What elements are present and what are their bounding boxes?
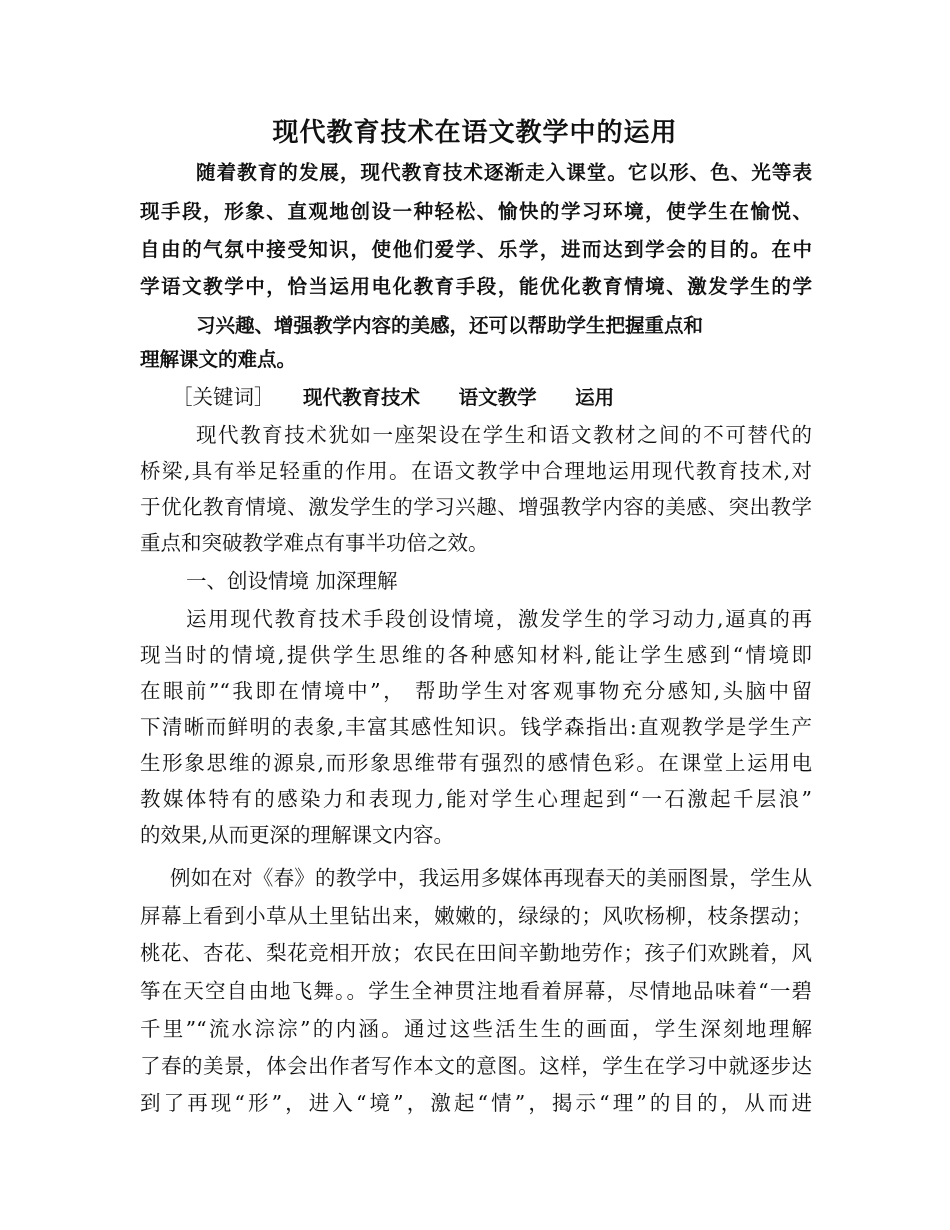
abstract-line: 现手段，形象、直观地创设一种轻松、愉快的学习环境，使学生在愉悦、 — [140, 200, 812, 223]
paragraph-line: 生形象思维的源泉,而形象思维带有强烈的感情色彩。在课堂上运用电 — [140, 751, 812, 775]
abstract-line: 理解课文的难点。 — [140, 348, 297, 371]
paragraph-line: 运用现代教育技术手段创设情境，激发学生的学习动力,逼真的再 — [186, 607, 812, 631]
paragraph-line: 例如在对《春》的教学中，我运用多媒体再现春天的美丽图景，学生从 — [170, 866, 812, 890]
keyword: 运用 — [575, 386, 615, 409]
keyword: 语文教学 — [458, 386, 537, 409]
abstract-line: 随着教育的发展，现代教育技术逐渐走入课堂。它以形、色、光等表 — [196, 161, 812, 184]
section-heading: 一、创设情境 加深理解 — [186, 569, 398, 593]
keyword: 现代教育技术 — [303, 386, 421, 409]
paragraph-line: 现当时的情境,提供学生思维的各种感知材料,能让学生感到“情境即 — [140, 643, 812, 667]
paragraph-line: 到了再现“形”，进入“境”，激起“情”，揭示“理”的目的，从而进 — [140, 1091, 812, 1115]
paragraph-line: 千里”“流水淙淙”的内涵。通过这些活生生的画面，学生深刻地理解 — [140, 1017, 812, 1041]
paragraph-line: 桃花、杏花、梨花竞相开放；农民在田间辛勤地劳作；孩子们欢跳着，风 — [140, 941, 812, 965]
abstract-line: 习兴趣、增强教学内容的美感，还可以帮助学生把握重点和 — [196, 314, 704, 337]
document-title: 现代教育技术在语文教学中的运用 — [272, 118, 678, 148]
keywords-label: ［关键词］ — [172, 385, 275, 409]
paragraph-line: 重点和突破教学难点有事半功倍之效。 — [140, 531, 489, 555]
keywords-line — [172, 382, 844, 413]
abstract-line: 自由的气氛中接受知识，使他们爱学、乐学，进而达到学会的目的。在中 — [140, 238, 812, 261]
paragraph-line: 筝在天空自由地飞舞。。学生全神贯注地看着屏幕，尽情地品味着“一碧 — [140, 979, 812, 1003]
paragraph-line: 教媒体特有的感染力和表现力,能对学生心理起到“一石激起千层浪” — [140, 787, 812, 811]
paragraph-line: 屏幕上看到小草从土里钻出来，嫩嫩的，绿绿的；风吹杨柳，枝条摆动； — [140, 904, 812, 928]
paragraph-line: 在眼前”“我即在情境中”， 帮助学生对客观事物充分感知,头脑中留 — [140, 679, 812, 703]
paragraph-line: 了春的美景，体会出作者写作本文的意图。这样，学生在学习中就逐步达 — [140, 1054, 812, 1078]
abstract-line: 学语文教学中，恰当运用电化教育手段，能优化教育情境、激发学生的学 — [140, 275, 812, 298]
paragraph-line: 于优化教育情境、激发学生的学习兴趣、增强教学内容的美感、突出教学 — [140, 495, 812, 519]
paragraph-line: 下清晰而鲜明的表象,丰富其感性知识。钱学森指出:直观教学是学生产 — [140, 715, 812, 739]
paragraph-line: 桥梁,具有举足轻重的作用。在语文教学中合理地运用现代教育技术,对 — [140, 459, 812, 483]
paragraph-line: 的效果,从而更深的理解课文内容。 — [140, 823, 455, 847]
paragraph-line: 现代教育技术犹如一座架设在学生和语文教材之间的不可替代的 — [196, 423, 812, 447]
